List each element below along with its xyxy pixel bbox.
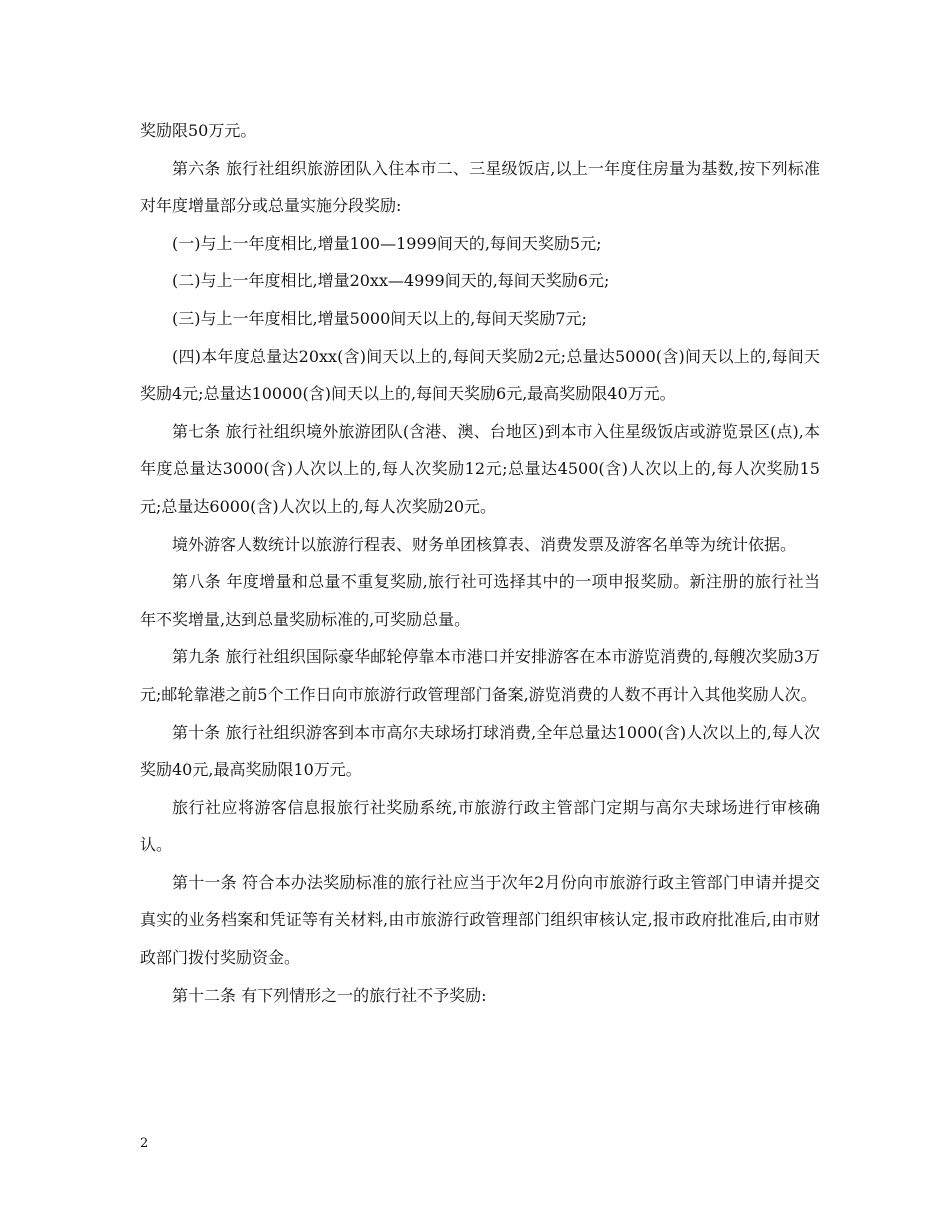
paragraph-article-7-note: 境外游客人数统计以旅游行程表、财务单团核算表、消费发票及游客名单等为统计依据。 (172, 534, 797, 554)
paragraph-article-6: 第六条 旅行社组织旅游团队入住本市二、三星级饭店,以上一年度住房量为基数,按下列标准对年度增量部分或总量实施分段奖励: (140, 158, 820, 216)
document-body (140, 112, 820, 1014)
paragraph-item-4: (四)本年度总量达20xx(含)间天以上的,每间天奖励2元;总量达5000(含)间天以上的,每间天奖励4元;总量达10000(含)间天以上的,每间天奖励6元,最高奖励限40万元。 (140, 346, 820, 404)
paragraph-article-8: 第八条 年度增量和总量不重复奖励,旅行社可选择其中的一项申报奖励。新注册的旅行社当年不奖增量,达到总量奖励标准的,可奖励总量。 (140, 572, 820, 629)
page-number: 2 (140, 1136, 149, 1151)
paragraph-article-10-note: 旅行社应将游客信息报旅行社奖励系统,市旅游行政主管部门定期与高尔夫球场进行审核确认。 (140, 797, 820, 855)
paragraph-article-7: 第七条 旅行社组织境外旅游团队(含港、澳、台地区)到本市入住星级饭店或游览景区(点),本年度总量达3000(含)人次以上的,每人次奖励12元;总量达4500(含)人次以上的,每人次奖励15元;总量达6000(含)人次以上的,每人次奖励20元。 (140, 421, 820, 516)
paragraph-article-11: 第十一条 符合本办法奖励标准的旅行社应当于次年2月份向市旅游行政主管部门申请并提交真实的业务档案和凭证等有关材料,由市旅游行政管理部门组织审核认定,报市政府批准后,由市财政部门拨付奖励资金。 (140, 872, 820, 968)
paragraph-continuation: 奖励限50万元。 (140, 121, 257, 140)
paragraph-article-12: 第十二条 有下列情形之一的旅行社不予奖励: (172, 985, 487, 1005)
paragraph-item-3: (三)与上一年度相比,增量5000间天以上的,每间天奖励7元; (172, 308, 587, 328)
paragraph-item-1: (一)与上一年度相比,增量100—1999间天的,每间天奖励5元; (172, 233, 602, 253)
paragraph-article-10: 第十条 旅行社组织游客到本市高尔夫球场打球消费,全年总量达1000(含)人次以上的,每人次奖励40元,最高奖励限10万元。 (140, 722, 820, 780)
paragraph-article-9: 第九条 旅行社组织国际豪华邮轮停靠本市港口并安排游客在本市游览消费的,每艘次奖励3万元;邮轮靠港之前5个工作日向市旅游行政管理部门备案,游览消费的人数不再计入其他奖励人次。 (140, 647, 820, 704)
paragraph-item-2: (二)与上一年度相比,增量20xx—4999间天的,每间天奖励6元; (172, 271, 610, 291)
